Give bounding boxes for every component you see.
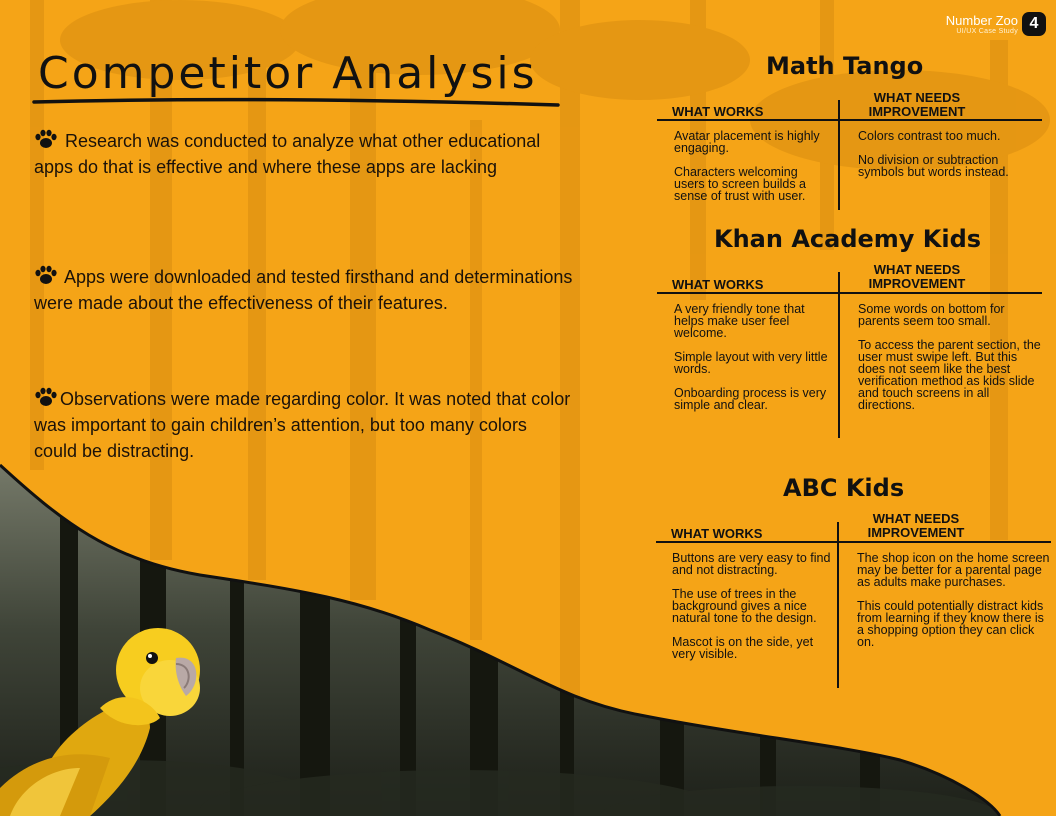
- header-line-1: WHAT NEEDS: [873, 90, 961, 105]
- table-divider-vertical: [838, 100, 840, 210]
- title-underline: [32, 96, 560, 108]
- works-list: [674, 303, 829, 423]
- bullet-text: Research was conducted to analyze what other educational apps do that is effective and where these apps are lacking: [34, 131, 541, 177]
- improve-item: Colors contrast too much.: [858, 129, 1001, 143]
- competitor-title-math-tango: Math Tango: [766, 52, 924, 80]
- page-number: 4: [1022, 12, 1046, 36]
- improve-item: To access the parent section, the user must swipe left. But this does not seem like the best verification method as kids slide and touch screens in all directions.: [858, 338, 1041, 412]
- works-list: [672, 552, 837, 672]
- improve-item: No division or subtraction symbols but words instead.: [858, 153, 1009, 179]
- needs-improvement-header: [858, 263, 976, 291]
- works-item: Avatar placement is highly engaging.: [674, 129, 820, 155]
- page-title: Competitor Analysis: [38, 48, 538, 99]
- competitor-title-abc-kids: ABC Kids: [783, 474, 905, 502]
- improve-list: [858, 130, 1043, 190]
- works-item: Characters welcoming users to screen builds a sense of trust with user.: [674, 165, 807, 203]
- works-item: Simple layout with very little words.: [674, 350, 828, 376]
- improve-item: This could potentially distract kids from learning if they know there is a shopping option they can click on.: [857, 599, 1044, 649]
- improve-list: [858, 303, 1043, 423]
- improve-item: The shop icon on the home screen may be better for a parental page as adults make purchases.: [857, 551, 1050, 589]
- paw-icon: [34, 387, 58, 407]
- parakeet-mascot: [0, 618, 210, 816]
- paw-icon: [34, 265, 58, 285]
- header-line-2: IMPROVEMENT: [868, 276, 966, 291]
- competitor-title-khan-academy-kids: Khan Academy Kids: [714, 225, 982, 253]
- improve-list: [857, 552, 1053, 660]
- table-divider-horizontal: [657, 292, 1042, 294]
- table-divider-vertical: [838, 272, 840, 438]
- what-works-header: WHAT WORKS: [671, 526, 763, 541]
- header-line-1: WHAT NEEDS: [873, 262, 961, 277]
- brand-text-block: [946, 14, 1018, 35]
- improve-item: Some words on bottom for parents seem too small.: [858, 302, 1005, 328]
- what-works-header: WHAT WORKS: [672, 277, 764, 292]
- bullet-text: Apps were downloaded and tested firsthand and determinations were made about the effectiveness of their features.: [34, 267, 573, 313]
- brand-name: Number Zoo: [945, 13, 1018, 28]
- works-item: The use of trees in the background gives a nice natural tone to the design.: [672, 587, 817, 625]
- brand-subtitle: UI/UX Case Study: [956, 28, 1018, 35]
- needs-improvement-header: [858, 91, 976, 119]
- what-works-header: WHAT WORKS: [672, 104, 764, 119]
- bullet-research: [34, 128, 574, 180]
- bullet-testing: [34, 264, 574, 316]
- table-divider-horizontal: [657, 119, 1042, 121]
- paw-icon: [34, 129, 58, 149]
- table-divider-vertical: [837, 522, 839, 688]
- table-divider-horizontal: [656, 541, 1051, 543]
- header-line-2: IMPROVEMENT: [867, 525, 965, 540]
- brand-badge: [946, 12, 1046, 36]
- works-item: A very friendly tone that helps make user feel welcome.: [674, 302, 805, 340]
- needs-improvement-header: [857, 512, 975, 540]
- works-item: Onboarding process is very simple and clear.: [674, 386, 827, 412]
- works-item: Buttons are very easy to find and not distracting.: [672, 551, 831, 577]
- bullet-color: [34, 386, 574, 464]
- bullet-text: Observations were made regarding color. It was noted that color was important to gain children’s attention, but too many colors could be distracting.: [34, 389, 571, 461]
- header-line-1: WHAT NEEDS: [872, 511, 960, 526]
- works-item: Mascot is on the side, yet very visible.: [672, 635, 814, 661]
- header-line-2: IMPROVEMENT: [868, 104, 966, 119]
- works-list: [674, 130, 824, 214]
